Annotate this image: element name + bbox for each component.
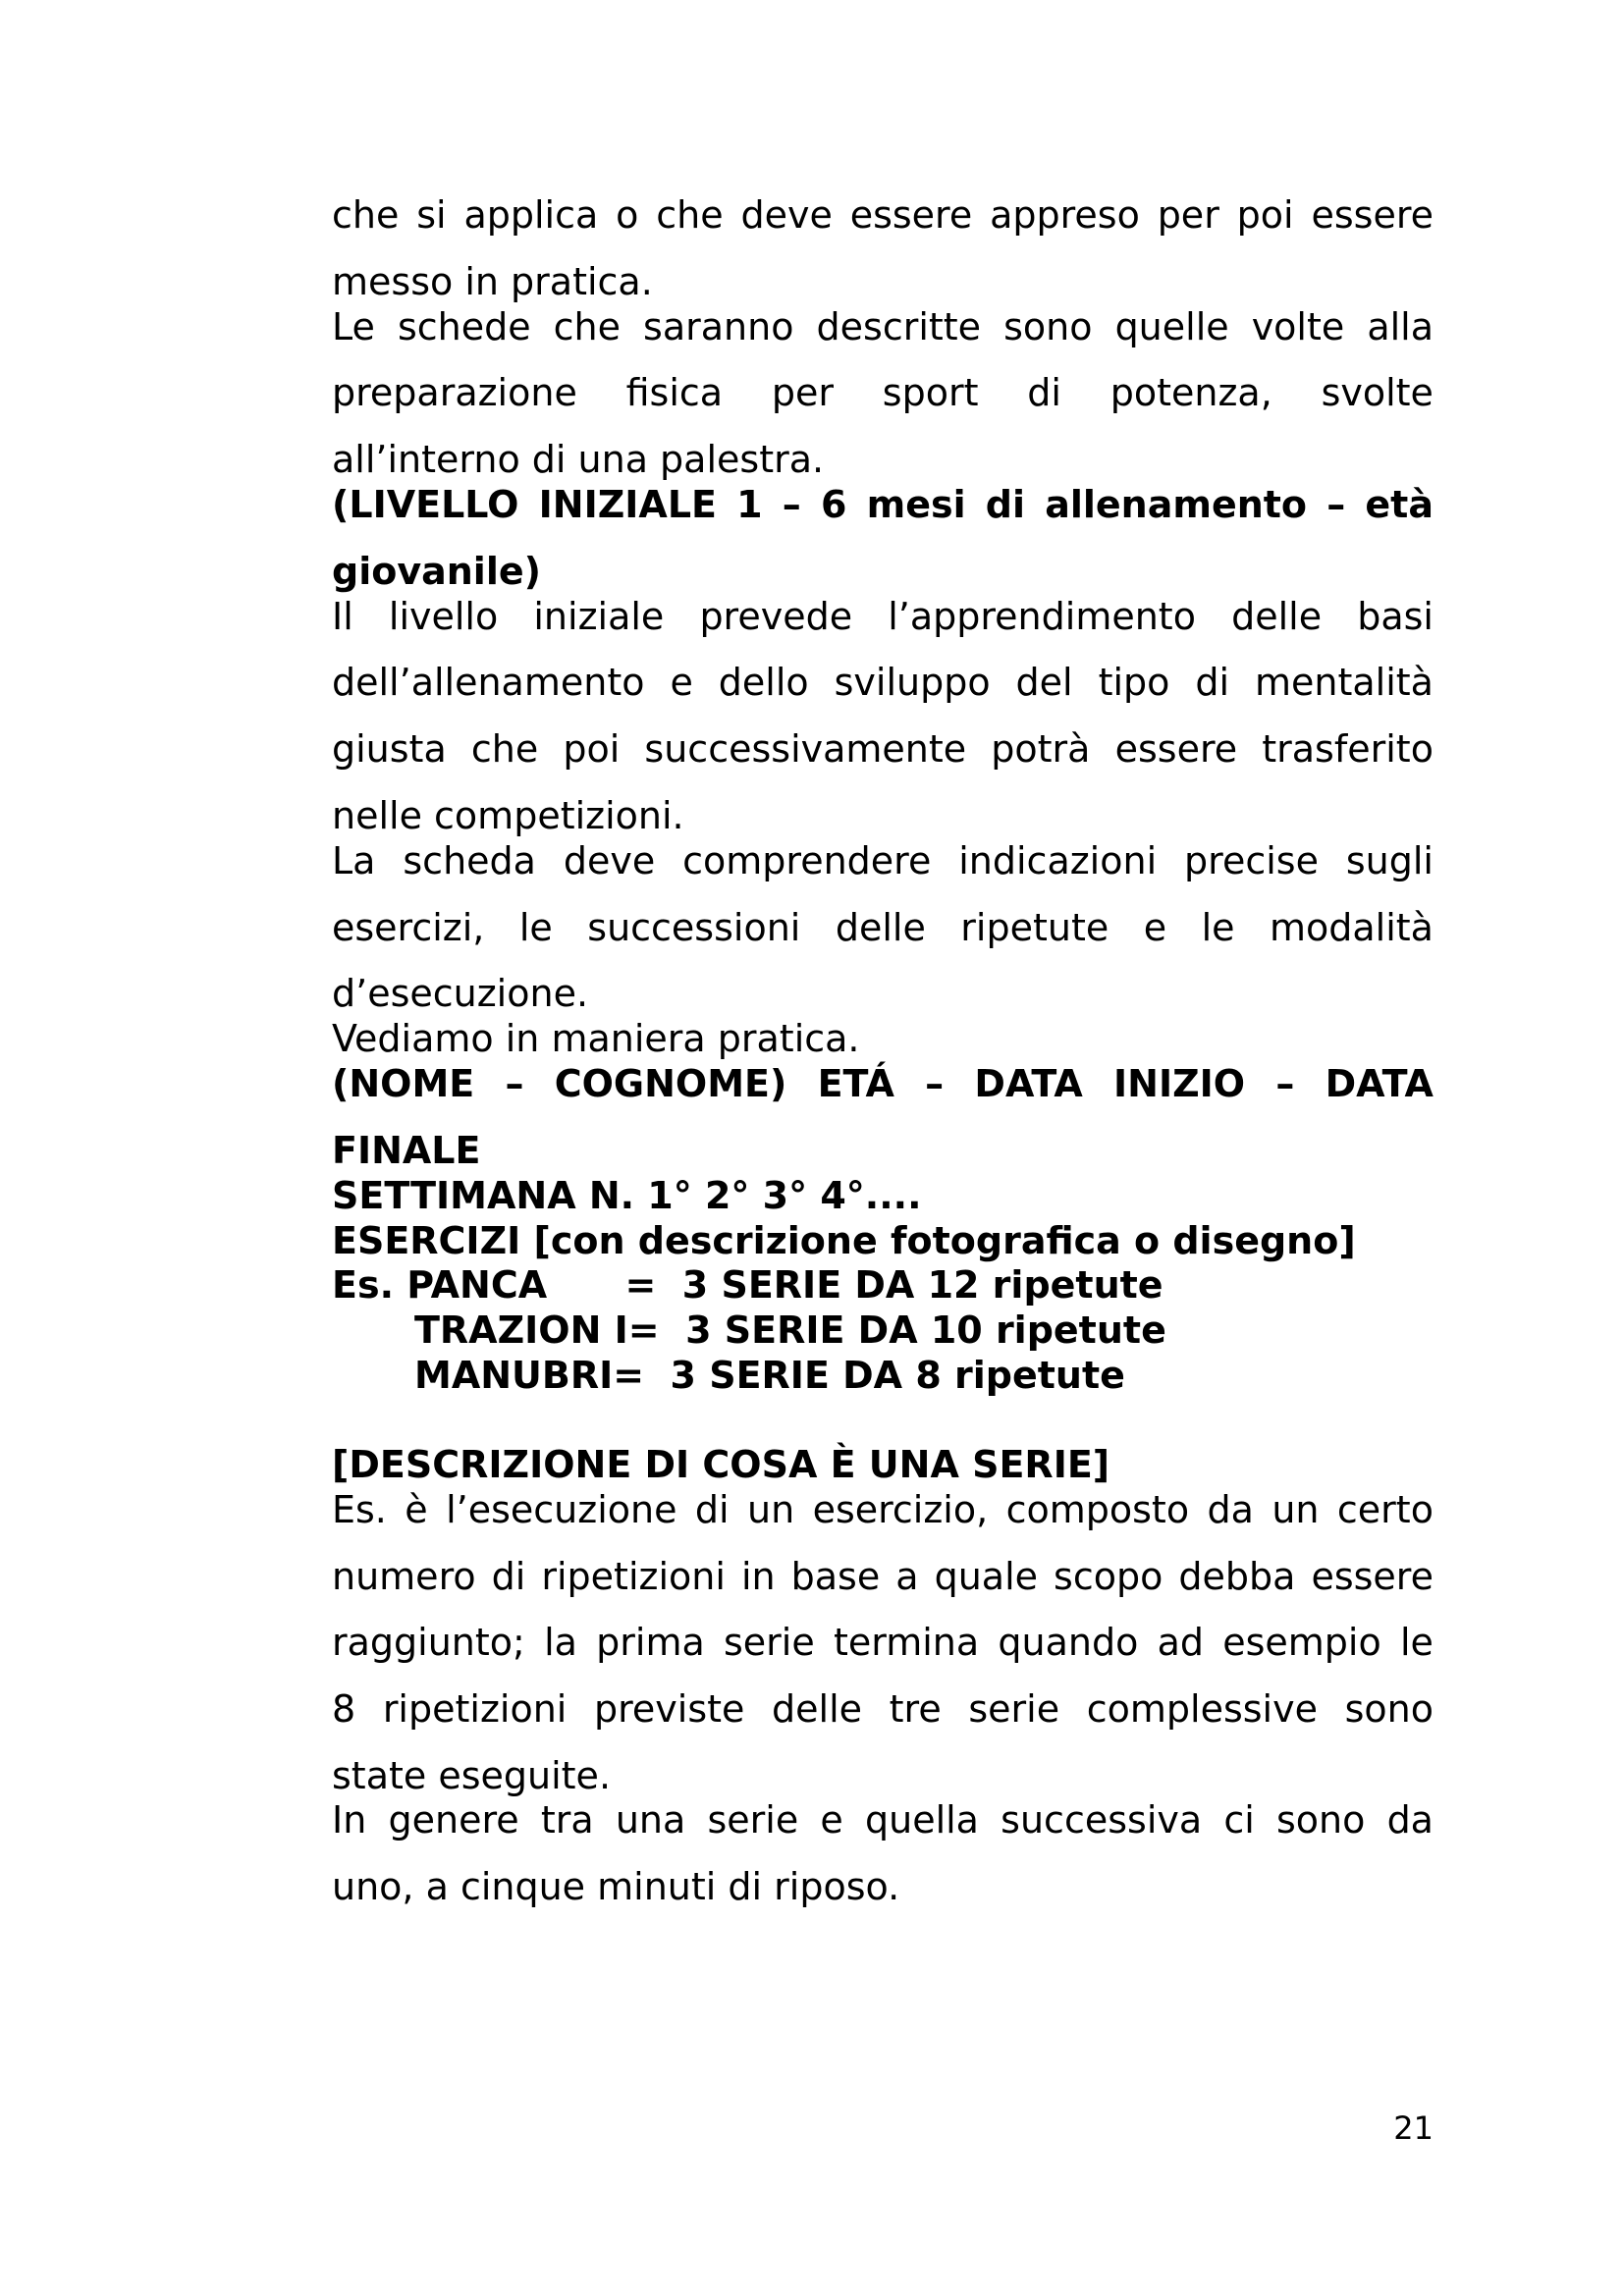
word: base bbox=[790, 1555, 881, 1598]
word: essere bbox=[1311, 193, 1434, 237]
word: che bbox=[332, 193, 400, 237]
word: scheda bbox=[403, 839, 536, 882]
word: sono bbox=[1344, 1687, 1434, 1731]
text-line bbox=[332, 1487, 1434, 1532]
word: (NOME bbox=[332, 1062, 475, 1105]
word: schede bbox=[397, 305, 531, 348]
exercises-heading: ESERCIZI [con descrizione fotografica o disegno] bbox=[332, 1219, 1356, 1262]
word: serie bbox=[968, 1687, 1060, 1731]
word: – bbox=[505, 1062, 524, 1105]
word: – bbox=[782, 483, 801, 526]
word: età bbox=[1365, 483, 1434, 526]
exercise-name: MANUBRI= bbox=[414, 1354, 645, 1397]
word: 1 bbox=[736, 483, 763, 526]
word: allenamento bbox=[1045, 483, 1308, 526]
word: livello bbox=[388, 595, 499, 638]
text-line bbox=[332, 1686, 1434, 1732]
word: quelle bbox=[1114, 305, 1229, 348]
word: le bbox=[518, 906, 553, 949]
word: essere bbox=[849, 193, 973, 237]
word: svolte bbox=[1321, 371, 1434, 414]
form-header bbox=[332, 1061, 1434, 1106]
word: applica bbox=[463, 193, 599, 237]
word: volte bbox=[1251, 305, 1345, 348]
word: trasferito bbox=[1262, 727, 1434, 771]
text-line: uno, a cinque minuti di riposo. bbox=[332, 1865, 900, 1908]
text-line bbox=[332, 838, 1434, 883]
word: – bbox=[925, 1062, 945, 1105]
word: e bbox=[1143, 906, 1167, 949]
word: potenza, bbox=[1109, 371, 1272, 414]
word: tipo bbox=[1098, 661, 1170, 704]
text-line bbox=[332, 905, 1434, 950]
word: l’apprendimento bbox=[888, 595, 1196, 638]
word: si bbox=[416, 193, 447, 237]
word: 6 bbox=[820, 483, 847, 526]
word: deve bbox=[740, 193, 833, 237]
word: esercizio, bbox=[812, 1488, 989, 1531]
word: preparazione bbox=[332, 371, 577, 414]
word: che bbox=[470, 727, 539, 771]
word: da bbox=[1386, 1798, 1434, 1842]
word: Le bbox=[332, 305, 375, 348]
word: per bbox=[1157, 193, 1219, 237]
word: che bbox=[553, 305, 621, 348]
word: composto bbox=[1005, 1488, 1190, 1531]
text-line: Vediamo in maniera pratica. bbox=[332, 1017, 860, 1060]
word: di bbox=[694, 1488, 730, 1531]
word: comprendere bbox=[682, 839, 932, 882]
word: dello bbox=[718, 661, 809, 704]
word: DATA bbox=[974, 1062, 1083, 1105]
text-line: nelle competizioni. bbox=[332, 794, 684, 837]
word: tre bbox=[889, 1687, 942, 1731]
word: (LIVELLO bbox=[332, 483, 519, 526]
word: INIZIO bbox=[1113, 1062, 1246, 1105]
word: deve bbox=[563, 839, 656, 882]
word: indicazioni bbox=[958, 839, 1158, 882]
word: sugli bbox=[1345, 839, 1434, 882]
text-line: state eseguite. bbox=[332, 1754, 612, 1797]
word: l’esecuzione bbox=[446, 1488, 677, 1531]
form-header: FINALE bbox=[332, 1129, 481, 1172]
word: alla bbox=[1367, 305, 1434, 348]
word: debba bbox=[1178, 1555, 1296, 1598]
word: di bbox=[1027, 371, 1061, 414]
word: – bbox=[1326, 483, 1346, 526]
word: in bbox=[740, 1555, 776, 1598]
section-heading bbox=[332, 482, 1434, 527]
text-line bbox=[332, 726, 1434, 772]
word: di bbox=[491, 1555, 526, 1598]
word: ripetute bbox=[960, 906, 1109, 949]
word: esercizi, bbox=[332, 906, 485, 949]
word: potrà bbox=[991, 727, 1091, 771]
word: o bbox=[616, 193, 639, 237]
word: delle bbox=[772, 1687, 863, 1731]
word: 8 bbox=[332, 1687, 356, 1731]
text-line bbox=[332, 1554, 1434, 1599]
word: mentalità bbox=[1254, 661, 1434, 704]
word: quando bbox=[998, 1621, 1139, 1664]
word: dell’allenamento bbox=[332, 661, 645, 704]
word: complessive bbox=[1086, 1687, 1318, 1731]
word: delle bbox=[1231, 595, 1323, 638]
section-heading: [DESCRIZIONE DI COSA È UNA SERIE] bbox=[332, 1443, 1110, 1486]
word: ci bbox=[1223, 1798, 1255, 1842]
word: Il bbox=[332, 595, 353, 638]
word: sono bbox=[1275, 1798, 1366, 1842]
word: è bbox=[405, 1488, 428, 1531]
word: poi bbox=[1236, 193, 1294, 237]
word: In bbox=[332, 1798, 367, 1842]
word: raggiunto; bbox=[332, 1621, 525, 1664]
exercise-row bbox=[414, 1308, 1516, 1353]
word: appreso bbox=[990, 193, 1140, 237]
exercise-sets: 3 SERIE DA 8 ripetute bbox=[644, 1354, 1125, 1397]
word: per bbox=[771, 371, 834, 414]
word: certo bbox=[1336, 1488, 1434, 1531]
word: giusta bbox=[332, 727, 447, 771]
word: Es. bbox=[332, 1488, 387, 1531]
word: che bbox=[656, 193, 724, 237]
word: ad bbox=[1157, 1621, 1204, 1664]
word: prima bbox=[596, 1621, 705, 1664]
word: sport bbox=[882, 371, 979, 414]
word: serie bbox=[707, 1798, 799, 1842]
word: essere bbox=[1311, 1555, 1434, 1598]
word: precise bbox=[1184, 839, 1319, 882]
word: COGNOME) bbox=[554, 1062, 787, 1105]
word: tra bbox=[540, 1798, 594, 1842]
word: le bbox=[1399, 1621, 1434, 1664]
word: prevede bbox=[699, 595, 853, 638]
word: di bbox=[1195, 661, 1230, 704]
word: a bbox=[895, 1555, 919, 1598]
exercise-name: TRAZION I= bbox=[414, 1308, 660, 1352]
text-line: d’esecuzione. bbox=[332, 972, 589, 1015]
text-line bbox=[332, 660, 1434, 705]
word: delle bbox=[835, 906, 926, 949]
word: ripetizioni bbox=[541, 1555, 726, 1598]
word: descritte bbox=[816, 305, 982, 348]
word: mesi bbox=[866, 483, 966, 526]
word: ripetizioni bbox=[382, 1687, 568, 1731]
word: genere bbox=[388, 1798, 519, 1842]
word: quella bbox=[864, 1798, 979, 1842]
word: iniziale bbox=[533, 595, 665, 638]
word: INIZIALE bbox=[538, 483, 717, 526]
word: ETÁ bbox=[817, 1062, 894, 1105]
text-line: messo in pratica. bbox=[332, 260, 653, 303]
word: esempio bbox=[1222, 1621, 1381, 1664]
word: la bbox=[544, 1621, 577, 1664]
word: del bbox=[1015, 661, 1073, 704]
word: previste bbox=[593, 1687, 745, 1731]
word: basi bbox=[1357, 595, 1434, 638]
word: di bbox=[985, 483, 1026, 526]
text-line bbox=[332, 1620, 1434, 1665]
word: fisica bbox=[625, 371, 724, 414]
exercise-row bbox=[332, 1262, 1434, 1308]
section-heading: giovanile) bbox=[332, 550, 541, 593]
text-line bbox=[332, 192, 1434, 238]
word: La bbox=[332, 839, 376, 882]
word: modalità bbox=[1269, 906, 1434, 949]
exercise-sets: 3 SERIE DA 10 ripetute bbox=[659, 1308, 1166, 1352]
word: quale bbox=[934, 1555, 1039, 1598]
text-line bbox=[332, 594, 1434, 639]
word: e bbox=[820, 1798, 843, 1842]
text-line bbox=[332, 1797, 1434, 1842]
word: successioni bbox=[587, 906, 801, 949]
text-line bbox=[332, 304, 1434, 349]
word: saranno bbox=[643, 305, 794, 348]
word: sono bbox=[1003, 305, 1093, 348]
word: e bbox=[670, 661, 693, 704]
exercise-row bbox=[414, 1353, 1516, 1398]
word: successivamente bbox=[644, 727, 967, 771]
week-line: SETTIMANA N. 1° 2° 3° 4°.... bbox=[332, 1174, 922, 1217]
word: numero bbox=[332, 1555, 476, 1598]
text-line: all’interno di una palestra. bbox=[332, 438, 825, 481]
word: un bbox=[746, 1488, 795, 1531]
word: poi bbox=[563, 727, 621, 771]
word: sviluppo bbox=[834, 661, 991, 704]
page-number: 21 bbox=[1393, 2109, 1434, 2147]
word: termina bbox=[833, 1621, 980, 1664]
word: da bbox=[1207, 1488, 1254, 1531]
exercise-prefix: Es. bbox=[332, 1263, 407, 1307]
word: scopo bbox=[1054, 1555, 1163, 1598]
word: le bbox=[1201, 906, 1235, 949]
word: successiva bbox=[1001, 1798, 1203, 1842]
word: essere bbox=[1114, 727, 1238, 771]
word: DATA bbox=[1325, 1062, 1434, 1105]
exercise-name: PANCA = bbox=[406, 1263, 657, 1307]
word: un bbox=[1271, 1488, 1320, 1531]
text-line bbox=[332, 370, 1434, 415]
word: – bbox=[1275, 1062, 1295, 1105]
exercise-sets: 3 SERIE DA 12 ripetute bbox=[656, 1263, 1163, 1307]
word: una bbox=[615, 1798, 686, 1842]
word: serie bbox=[723, 1621, 815, 1664]
